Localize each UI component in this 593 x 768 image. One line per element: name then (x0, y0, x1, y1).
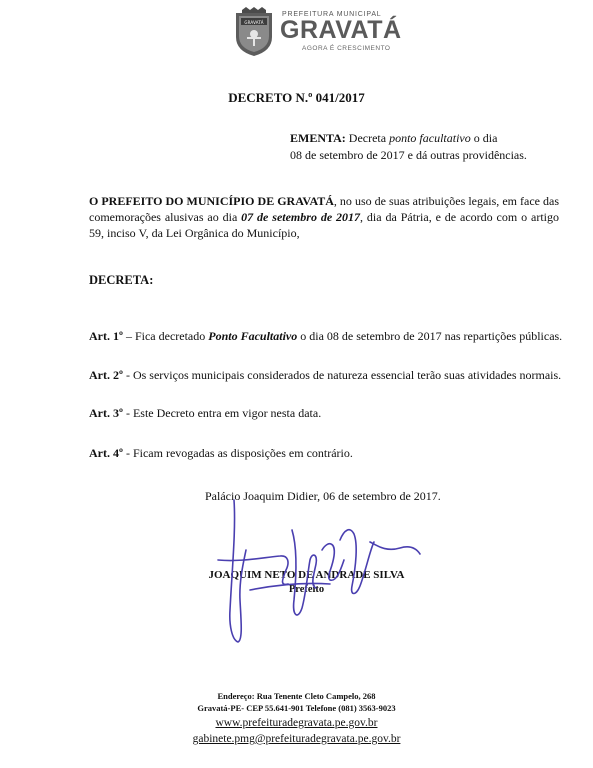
signatory-name: JOAQUIM NETO DE ANDRADE SILVA (208, 569, 405, 581)
article-label: Art. 3º (89, 406, 123, 420)
crest-label: GRAVATÁ (244, 20, 264, 25)
ementa-label: EMENTA: (290, 131, 346, 145)
article-text: Fica decretado (134, 329, 209, 343)
article-text: Este Decreto entra em vigor nesta data. (132, 406, 322, 420)
article-sep: - (122, 446, 133, 460)
org-prefix: PREFEITURA MUNICIPAL (282, 11, 382, 18)
org-slogan: AGORA É CRESCIMENTO (302, 45, 391, 52)
article-text: Ficam revogadas as disposições em contrário. (132, 446, 353, 460)
ementa-text-after: o dia (470, 131, 498, 145)
preamble-lead: O PREFEITO DO MUNICÍPIO DE GRAVATÁ (89, 194, 334, 208)
signatory-role: Prefeito (288, 584, 325, 595)
article-label: Art. 4º (89, 446, 123, 460)
article-2 (89, 368, 569, 383)
preamble-text2: , dia da Pátria, e de acordo com o artigo 59, inciso V, da Lei Orgânica do Município, (89, 210, 559, 240)
ementa-emphasis: ponto facultativo (389, 131, 471, 145)
preamble-paragraph (89, 193, 559, 241)
article-text-after: o dia 08 de setembro de 2017 nas repartições públicas. (297, 329, 563, 343)
article-sep: – (122, 329, 135, 343)
article-label: Art. 2º (89, 368, 123, 382)
place-and-date: Palácio Joaquim Didier, 06 de setembro de 2017. (205, 489, 441, 503)
footer-address: Endereço: Rua Tenente Cleto Campelo, 268 (217, 691, 376, 701)
article-sep: - (122, 368, 133, 382)
ementa-line2: 08 de setembro de 2017 e dá outras providências. (290, 148, 527, 162)
article-1 (89, 329, 569, 344)
article-sep: - (122, 406, 133, 420)
org-name: GRAVATÁ (280, 16, 402, 44)
decree-title: DECRETO N.º 041/2017 (228, 90, 365, 105)
article-label: Art. 1º (89, 329, 123, 343)
decreta-heading: DECRETA: (89, 273, 154, 287)
website-link[interactable]: www.prefeituradegravata.pe.gov.br (215, 717, 378, 729)
footer-email (0, 729, 593, 747)
article-text: Os serviços municipais considerados de natureza essencial terão suas atividades normais. (132, 368, 562, 382)
article-emphasis: Ponto Facultativo (208, 329, 298, 343)
footer-city-phone: Gravatá-PE- CEP 55.641-901 Telefone (081) 3563-9023 (197, 703, 396, 713)
ementa-text-before: Decreta (345, 131, 390, 145)
handwritten-signature (210, 490, 430, 650)
preamble-date: 07 de setembro de 2017 (241, 210, 361, 224)
article-3 (89, 406, 569, 421)
ementa-block (290, 130, 560, 164)
email-link[interactable]: gabinete.pmg@prefeituradegravata.pe.gov.br (192, 733, 401, 745)
municipal-logo (232, 7, 407, 57)
article-4 (89, 446, 569, 461)
preamble-text1: , no uso de suas atribuições legais, em face das comemorações alusivas ao dia (89, 194, 559, 224)
city-crest-icon (232, 7, 276, 57)
